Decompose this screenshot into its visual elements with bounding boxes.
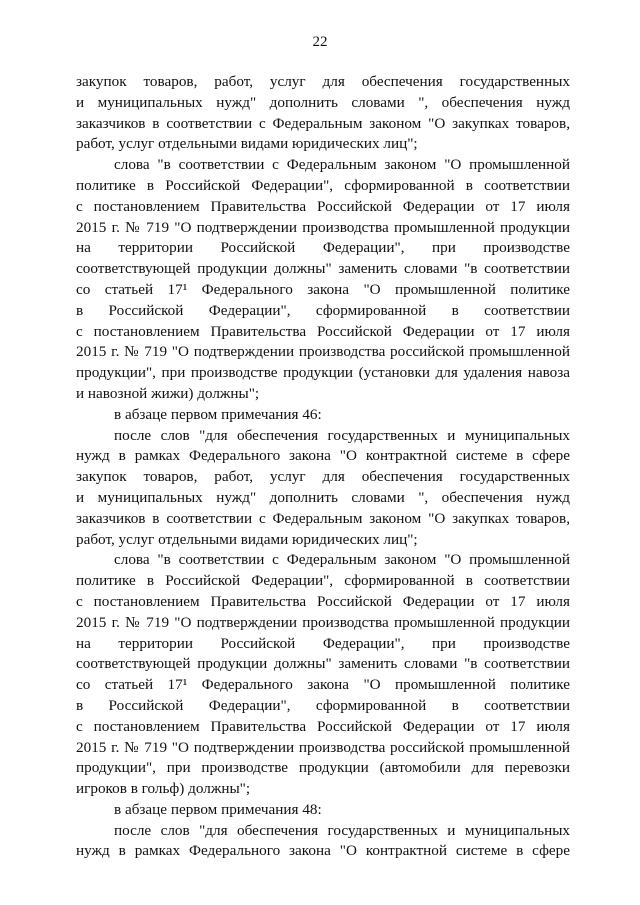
text-line: на территории Российской Федерации", при производстве (76, 239, 570, 257)
text-line: соответствующей продукции должны" заменить словами "в соответствии (76, 655, 570, 673)
text-line: с постановлением Правительства Российской Федерации от 17 июля (76, 592, 570, 610)
text-line: со статьей 17¹ Федерального закона "О промышленной политике (76, 676, 570, 694)
text-line: слова "в соответствии с Федеральным законом "О промышленной (114, 156, 570, 174)
text-line: работ, услуг отдельными видами юридических лиц"; (76, 530, 418, 548)
text-line: игроков в гольф) должны"; (76, 780, 251, 798)
text-line: со статьей 17¹ Федерального закона "О промышленной политике (76, 280, 570, 298)
text-line: после слов "для обеспечения государственных и муниципальных (114, 821, 570, 839)
text-line: заказчиков в соответствии с Федеральным законом "О закупках товаров, (76, 114, 570, 132)
text-line: и навозной жижи) должны"; (76, 384, 260, 402)
document-body (76, 72, 570, 862)
text-line: после слов "для обеспечения государственных и муниципальных (114, 426, 570, 444)
text-line: 2015 г. № 719 "О подтверждении производства российской промышленной (76, 738, 570, 756)
text-line: с постановлением Правительства Российской Федерации от 17 июля (76, 717, 570, 735)
page-number: 22 (312, 34, 328, 50)
text-line: с постановлением Правительства Российской Федерации от 17 июля (76, 322, 570, 340)
text-line: нужд в рамках Федерального закона "О контрактной системе в сфере (76, 447, 570, 465)
text-line: продукции", при производстве продукции (автомобили для перевозки (76, 759, 570, 777)
text-line: 2015 г. № 719 "О подтверждении производства промышленной продукции (76, 613, 570, 631)
text-line: политике в Российской Федерации", сформированной в соответствии (76, 176, 570, 194)
text-line: заказчиков в соответствии с Федеральным законом "О закупках товаров, (76, 509, 570, 527)
text-line: в абзаце первом примечания 48: (114, 800, 322, 818)
text-line: 2015 г. № 719 "О подтверждении производства российской промышленной (76, 343, 570, 361)
text-line: закупок товаров, работ, услуг для обеспечения государственных (76, 468, 570, 486)
text-line: политике в Российской Федерации", сформированной в соответствии (76, 572, 570, 590)
text-line: 2015 г. № 719 "О подтверждении производства промышленной продукции (76, 218, 570, 236)
text-line: соответствующей продукции должны" заменить словами "в соответствии (76, 260, 570, 278)
text-line: с постановлением Правительства Российской Федерации от 17 июля (76, 197, 570, 215)
text-line: в абзаце первом примечания 46: (114, 405, 322, 423)
text-line: и муниципальных нужд" дополнить словами ", обеспечения нужд (76, 488, 570, 506)
text-line: нужд в рамках Федерального закона "О контрактной системе в сфере (76, 842, 570, 860)
text-line: продукции", при производстве продукции (установки для удаления навоза (76, 364, 570, 382)
text-line: слова "в соответствии с Федеральным законом "О промышленной (114, 551, 570, 569)
text-line: работ, услуг отдельными видами юридических лиц"; (76, 135, 418, 153)
text-line: и муниципальных нужд" дополнить словами ", обеспечения нужд (76, 93, 570, 111)
text-line: в Российской Федерации", сформированной в соответствии (76, 301, 570, 319)
text-line: на территории Российской Федерации", при производстве (76, 634, 570, 652)
text-line: в Российской Федерации", сформированной в соответствии (76, 696, 570, 714)
text-line: закупок товаров, работ, услуг для обеспечения государственных (76, 73, 570, 90)
